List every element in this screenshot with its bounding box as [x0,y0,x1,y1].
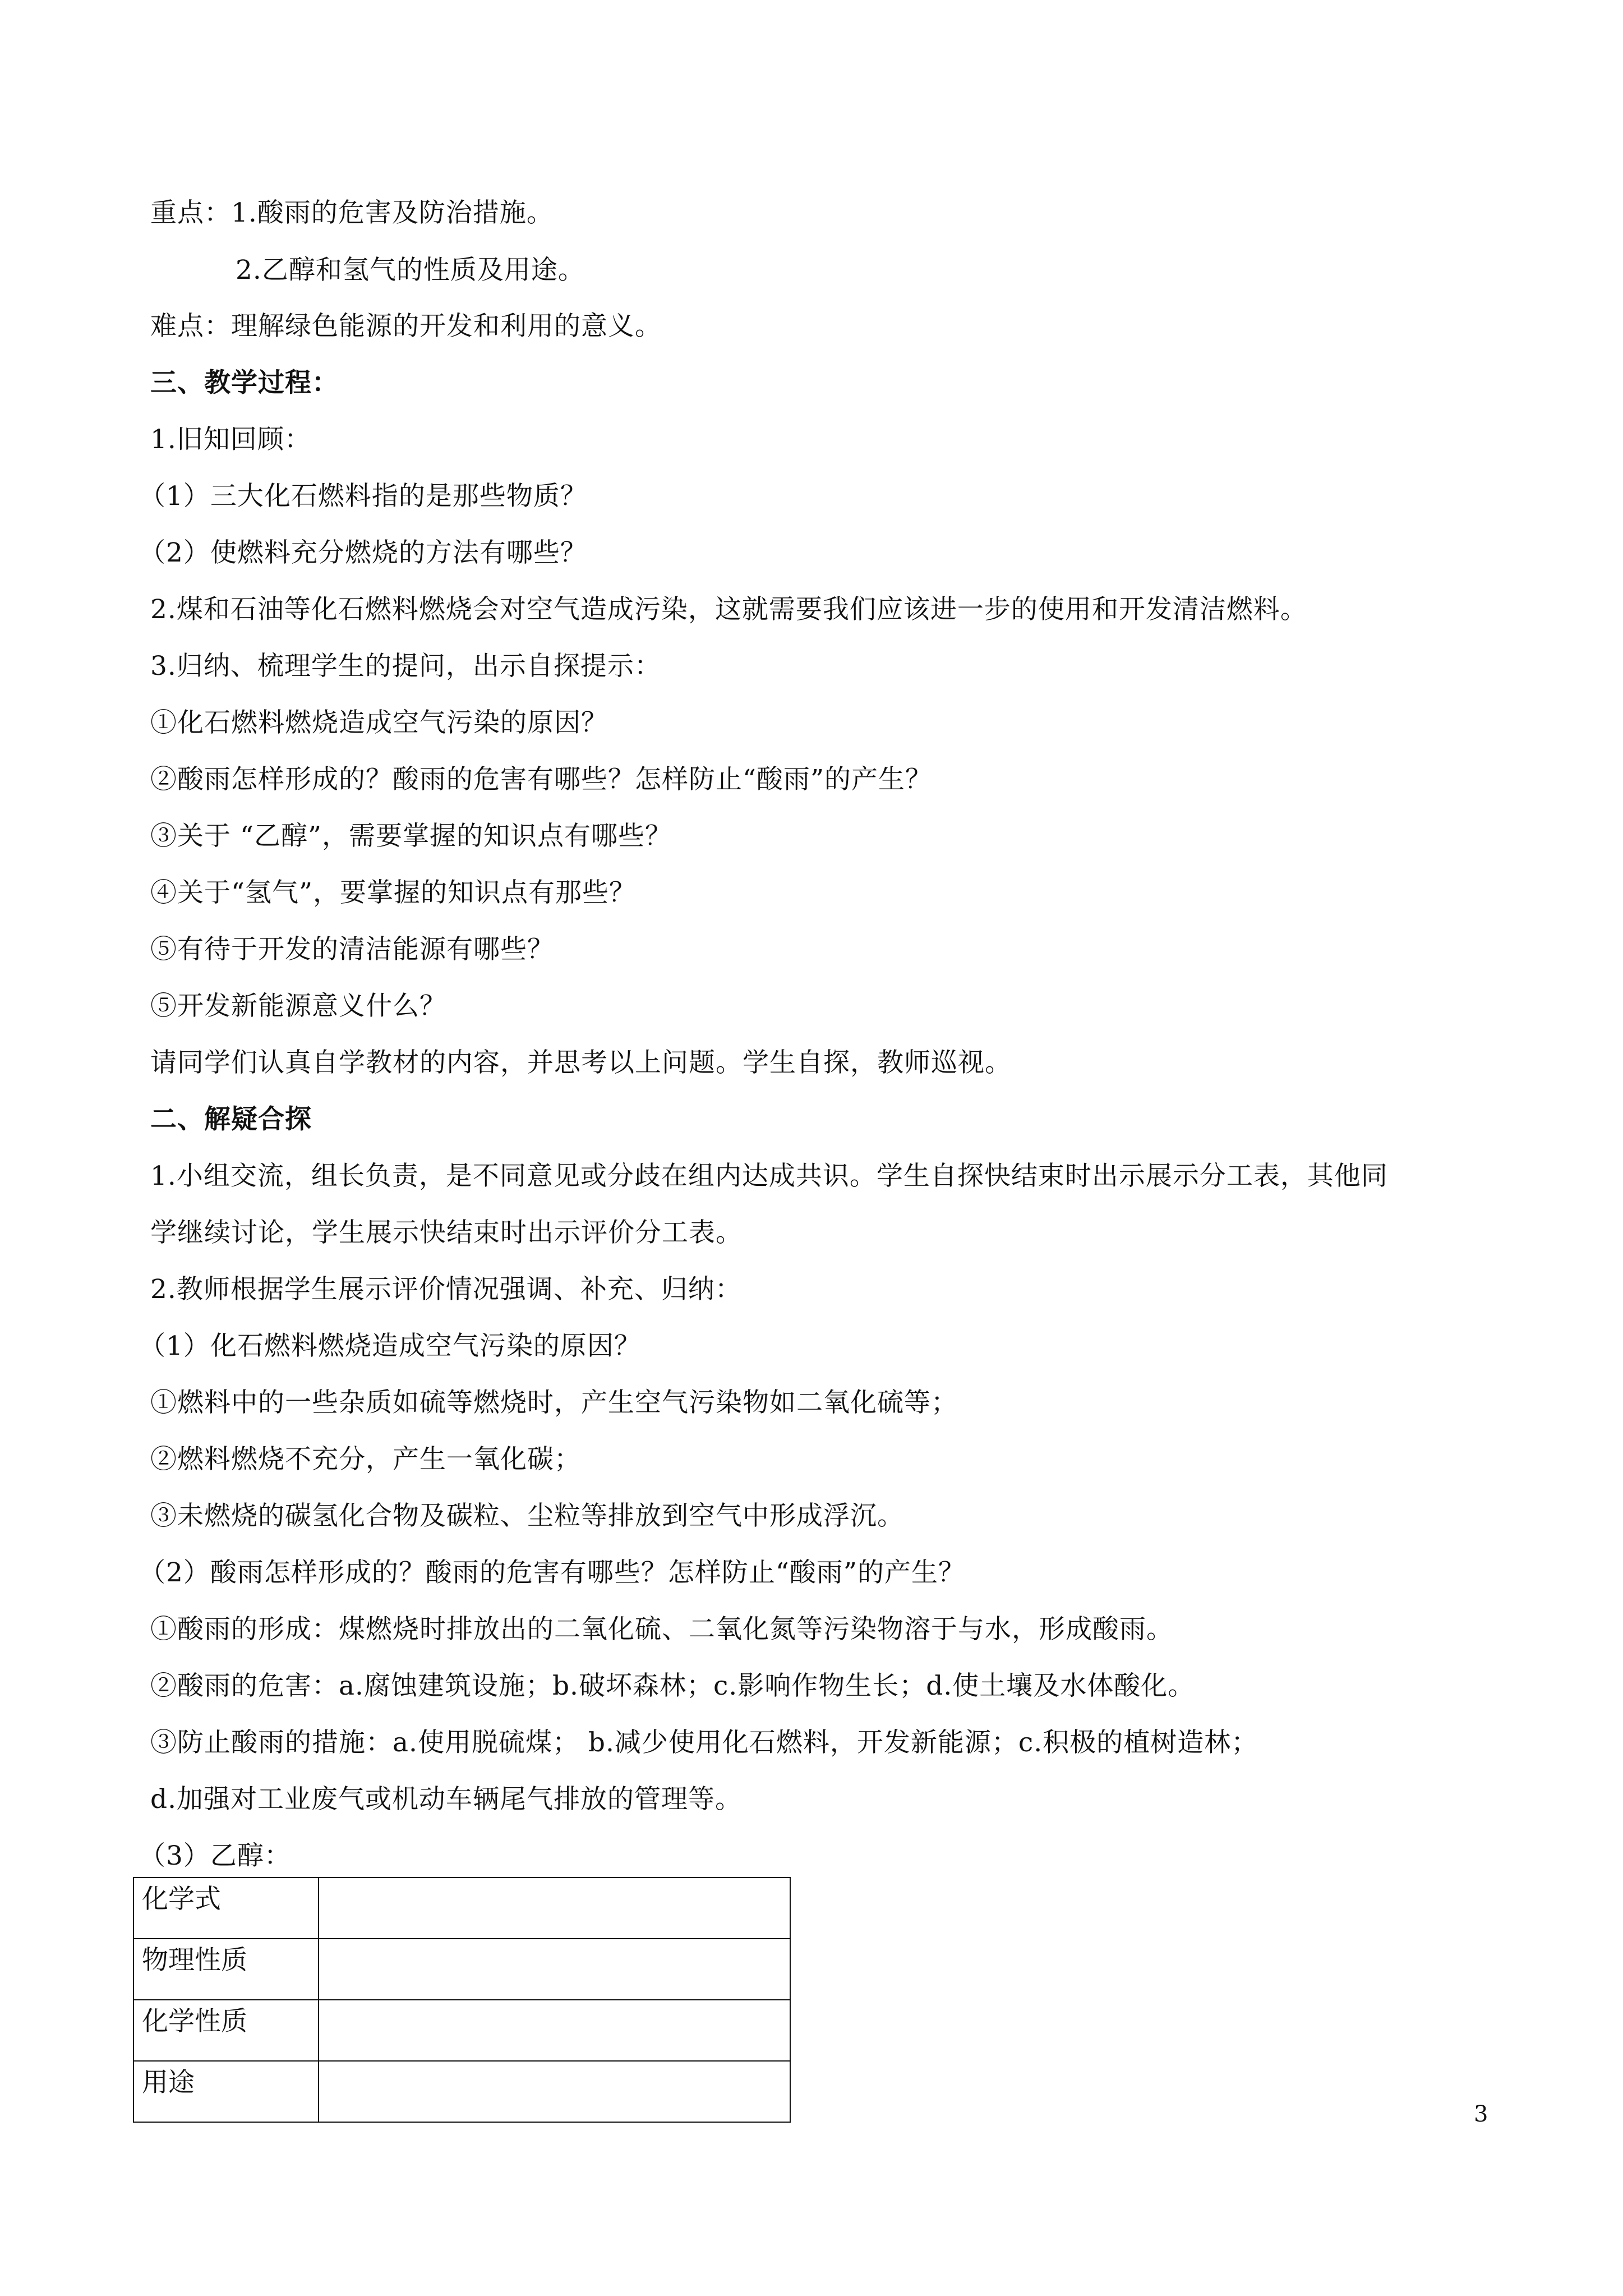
table-cell-value [319,2061,790,2122]
key-point-2: 2.乙醇和氢气的性质及用途。 [236,255,585,286]
difficult-point: 难点：理解绿色能源的开发和利用的意义。 [150,311,662,342]
section-heading-discussion: 二、解疑合探 [150,1104,312,1135]
prompt-item-3: ③关于 “乙醇”，需要掌握的知识点有哪些？ [150,821,672,852]
paragraph-clean-fuel: 2.煤和石油等化石燃料燃烧会对空气造成污染，这就需要我们应该进一步的使用和开发清洁燃料。 [150,594,1307,625]
table-cell-value [319,1878,790,1939]
prompt-item-5: ⑤有待于开发的清洁能源有哪些？ [150,934,554,965]
acid-rain-prevention: ③防止酸雨的措施：a.使用脱硫煤； b.减少使用化石燃料，开发新能源；c.积极的植树造林； [150,1727,1258,1758]
paragraph-teacher-summary: 2.教师根据学生展示评价情况强调、补充、归纳： [150,1274,742,1305]
ethanol-table [133,1877,791,2123]
pollution-cause-2: ②燃料燃烧不充分，产生一氧化碳； [150,1444,581,1475]
review-title: 1.旧知回顾： [150,424,311,455]
table-cell-label: 化学性质 [133,2000,319,2061]
table-row [133,2000,790,2061]
prompt-item-2: ②酸雨怎样形成的？酸雨的危害有哪些？怎样防止“酸雨”的产生？ [150,764,933,795]
subheading-acid-rain: （2）酸雨怎样形成的？酸雨的危害有哪些？怎样防止“酸雨”的产生？ [139,1557,965,1588]
page-number: 3 [1474,2101,1488,2127]
paragraph-self-study: 请同学们认真自学教材的内容，并思考以上问题。学生自探，教师巡视。 [150,1047,1012,1078]
acid-rain-formation: ①酸雨的形成：煤燃烧时排放出的二氧化硫、二氧化氮等污染物溶于与水，形成酸雨。 [150,1614,1173,1645]
pollution-cause-1: ①燃料中的一些杂质如硫等燃烧时，产生空气污染物如二氧化硫等； [150,1387,958,1418]
table-cell-label: 物理性质 [133,1939,319,2000]
key-point-1: 重点：1.酸雨的危害及防治措施。 [150,197,554,228]
table-row [133,1939,790,2000]
acid-rain-harm: ②酸雨的危害：a.腐蚀建筑设施；b.破坏森林；c.影响作物生长；d.使土壤及水体酸化。 [150,1671,1195,1701]
subheading-pollution-cause: （1）化石燃料燃烧造成空气污染的原因？ [139,1331,641,1361]
table-cell-label: 用途 [133,2061,319,2122]
prompt-item-4: ④关于“氢气”，要掌握的知识点有那些？ [150,877,637,908]
acid-rain-prevention-cont: d.加强对工业废气或机动车辆尾气排放的管理等。 [150,1784,743,1815]
paragraph-group-exchange-line2: 学继续讨论，学生展示快结束时出示评价分工表。 [150,1217,743,1248]
table-cell-value [319,1939,790,2000]
review-question-1: （1）三大化石燃料指的是那些物质？ [139,481,587,512]
prompt-item-6: ⑤开发新能源意义什么？ [150,991,446,1022]
prompt-item-1: ①化石燃料燃烧造成空气污染的原因？ [150,707,608,738]
paragraph-summary-prompt: 3.归纳、梳理学生的提问，出示自探提示： [150,651,661,682]
table-row [133,2061,790,2122]
table-row [133,1878,790,1939]
review-question-2: （2）使燃料充分燃烧的方法有哪些？ [139,537,587,568]
table-cell-value [319,2000,790,2061]
subheading-ethanol: （3）乙醇： [139,1841,291,1871]
paragraph-group-exchange-line1: 1.小组交流，组长负责，是不同意见或分歧在组内达成共识。学生自探快结束时出示展示分工表，其他同 [150,1161,1388,1191]
section-heading-teaching-process: 三、教学过程： [150,367,339,398]
table-cell-label: 化学式 [133,1878,319,1939]
pollution-cause-3: ③未燃烧的碳氢化合物及碳粒、尘粒等排放到空气中形成浮沉。 [150,1501,904,1531]
